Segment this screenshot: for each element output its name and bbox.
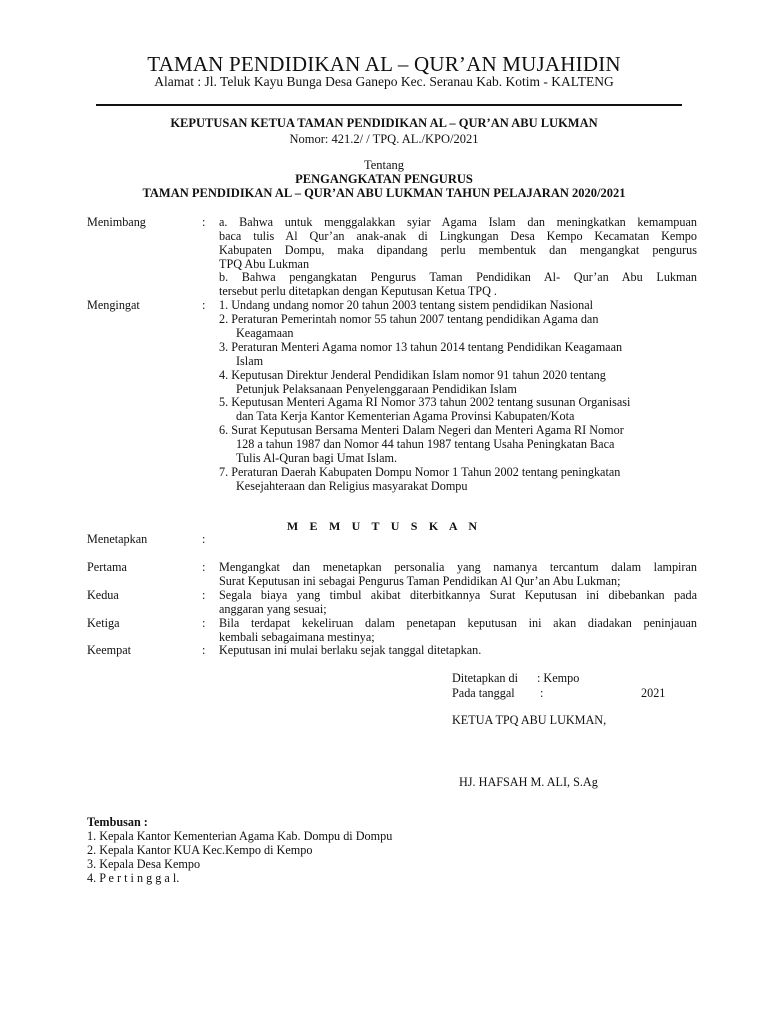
mengingat-label: Mengingat (87, 298, 140, 312)
mengingat-item-2: 2. Peraturan Pemerintah nomor 55 tahun 2007 tentang pendidikan Agama dan (219, 312, 599, 326)
keempat-line-1: Keputusan ini mulai berlaku sejak tanggal ditetapkan. (219, 643, 482, 657)
pertama-colon: : (202, 560, 206, 574)
date-label: Pada tanggal (452, 686, 515, 700)
mengingat-item-3-cont: Islam (236, 354, 264, 368)
letterhead-divider (96, 104, 682, 106)
menimbang-label: Menimbang (87, 215, 146, 229)
menimbang-b-line-2: tersebut perlu ditetapkan dengan Keputusan Ketua TPQ . (219, 284, 497, 298)
decision-title: KEPUTUSAN KETUA TAMAN PENDIDIKAN AL – QUR’AN ABU LUKMAN (170, 116, 598, 130)
kedua-line-1: Segala biaya yang timbul akibat diterbitkannya Surat Keputusan ini dibebankan pada (219, 588, 697, 602)
tembusan-item-2: 2. Kepala Kantor KUA Kec.Kempo di Kempo (87, 843, 313, 857)
menimbang-colon: : (202, 215, 206, 229)
kedua-line-2: anggaran yang sesuai; (219, 602, 327, 616)
mengingat-item-6-cont-2: Tulis Al-Quran bagi Umat Islam. (236, 451, 398, 465)
signatory-role: KETUA TPQ ABU LUKMAN, (452, 713, 607, 727)
mengingat-item-3: 3. Peraturan Menteri Agama nomor 13 tahun 2014 tentang Pendidikan Keagamaan (219, 340, 623, 354)
mengingat-item-5: 5. Keputusan Menteri Agama RI Nomor 373 tahun 2002 tentang susunan Organisasi (219, 395, 631, 409)
tembusan-title: Tembusan : (87, 815, 148, 829)
pertama-line-1: Mengangkat dan menetapkan personalia yang namanya tercantum dalam lampiran (219, 560, 697, 574)
kedua-colon: : (202, 588, 206, 602)
subject-line-1: PENGANGKATAN PENGURUS (295, 172, 473, 186)
institution-address: Alamat : Jl. Teluk Kayu Bunga Desa Ganepo Kec. Seranau Kab. Kotim - KALTENG (154, 74, 614, 89)
signatory-name: HJ. HAFSAH M. ALI, S.Ag (459, 775, 598, 789)
mengingat-item-7-cont: Kesejahteraan dan Religius masyarakat Dompu (236, 479, 468, 493)
ketiga-line-1: Bila terdapat kekeliruan dalam penetapan keputusan ini akan diadakan peninjauan (219, 616, 697, 630)
ketiga-line-2: kembali sebagaimana mestinya; (219, 630, 375, 644)
date-year: 2021 (641, 686, 666, 700)
mengingat-item-5-cont: dan Tata Kerja Kantor Kementerian Agama Provinsi Kabupaten/Kota (236, 409, 575, 423)
mengingat-item-4: 4. Keputusan Direktur Jenderal Pendidikan Islam nomor 91 tahun 2020 tentang (219, 368, 606, 382)
pertama-line-2: Surat Keputusan ini sebagai Pengurus Taman Pendidikan Al Qur’an Abu Lukman; (219, 574, 621, 588)
subject-line-2: TAMAN PENDIDIKAN AL – QUR’AN ABU LUKMAN TAHUN PELAJARAN 2020/2021 (142, 186, 626, 200)
menimbang-b-line-1: b. Bahwa pengangkatan Pengurus Taman Pendidikan Al- Qur’an Abu Lukman (219, 270, 697, 284)
memutuskan-heading: M E M U T U S K A N (286, 519, 482, 533)
tembusan-item-1: 1. Kepala Kantor Kementerian Agama Kab. Dompu di Dompu (87, 829, 393, 843)
pertama-label: Pertama (87, 560, 127, 574)
keempat-colon: : (202, 643, 206, 657)
menimbang-a-line-4: TPQ Abu Lukman (219, 257, 310, 271)
menimbang-a-line-2: baca tulis Al Qur’an anak-anak di Lingkungan Desa Kempo Kecamatan Kempo (219, 229, 697, 243)
mengingat-item-6-cont: 128 a tahun 1987 dan Nomor 44 tahun 1987 tentang Usaha Peningkatan Baca (236, 437, 615, 451)
mengingat-item-4-cont: Petunjuk Pelaksanaan Penyelenggaraan Pendidikan Islam (236, 382, 517, 396)
menetapkan-colon: : (202, 532, 206, 546)
place-value: : Kempo (537, 671, 580, 685)
mengingat-colon: : (202, 298, 206, 312)
tembusan-item-3: 3. Kepala Desa Kempo (87, 857, 201, 871)
menimbang-a-line-3: Kabupaten Dompu, maka dipandang perlu membentuk dan mengangkat pengurus (219, 243, 697, 257)
mengingat-item-6: 6. Surat Keputusan Bersama Menteri Dalam Negeri dan Menteri Agama RI Nomor (219, 423, 624, 437)
tembusan-item-4: 4. P e r t i n g g a l. (87, 871, 180, 885)
institution-title: TAMAN PENDIDIKAN AL – QUR’AN MUJAHIDIN (147, 52, 621, 76)
ketiga-label: Ketiga (87, 616, 120, 630)
ketiga-colon: : (202, 616, 206, 630)
menetapkan-label: Menetapkan (87, 532, 148, 546)
keempat-label: Keempat (87, 643, 131, 657)
kedua-label: Kedua (87, 588, 119, 602)
mengingat-item-2-cont: Keagamaan (236, 326, 294, 340)
subject-about: Tentang (363, 158, 405, 172)
mengingat-item-7: 7. Peraturan Daerah Kabupaten Dompu Nomor 1 Tahun 2002 tentang peningkatan (219, 465, 621, 479)
decision-number: Nomor: 421.2/ / TPQ. AL./KPO/2021 (289, 132, 479, 146)
menimbang-a-line-1: a. Bahwa untuk menggalakkan syiar Agama Islam dan meningkatkan kemampuan (219, 215, 697, 229)
mengingat-item-1: 1. Undang undang nomor 20 tahun 2003 tentang sistem pendidikan Nasional (219, 298, 594, 312)
place-label: Ditetapkan di (452, 671, 518, 685)
date-colon: : (540, 686, 544, 700)
